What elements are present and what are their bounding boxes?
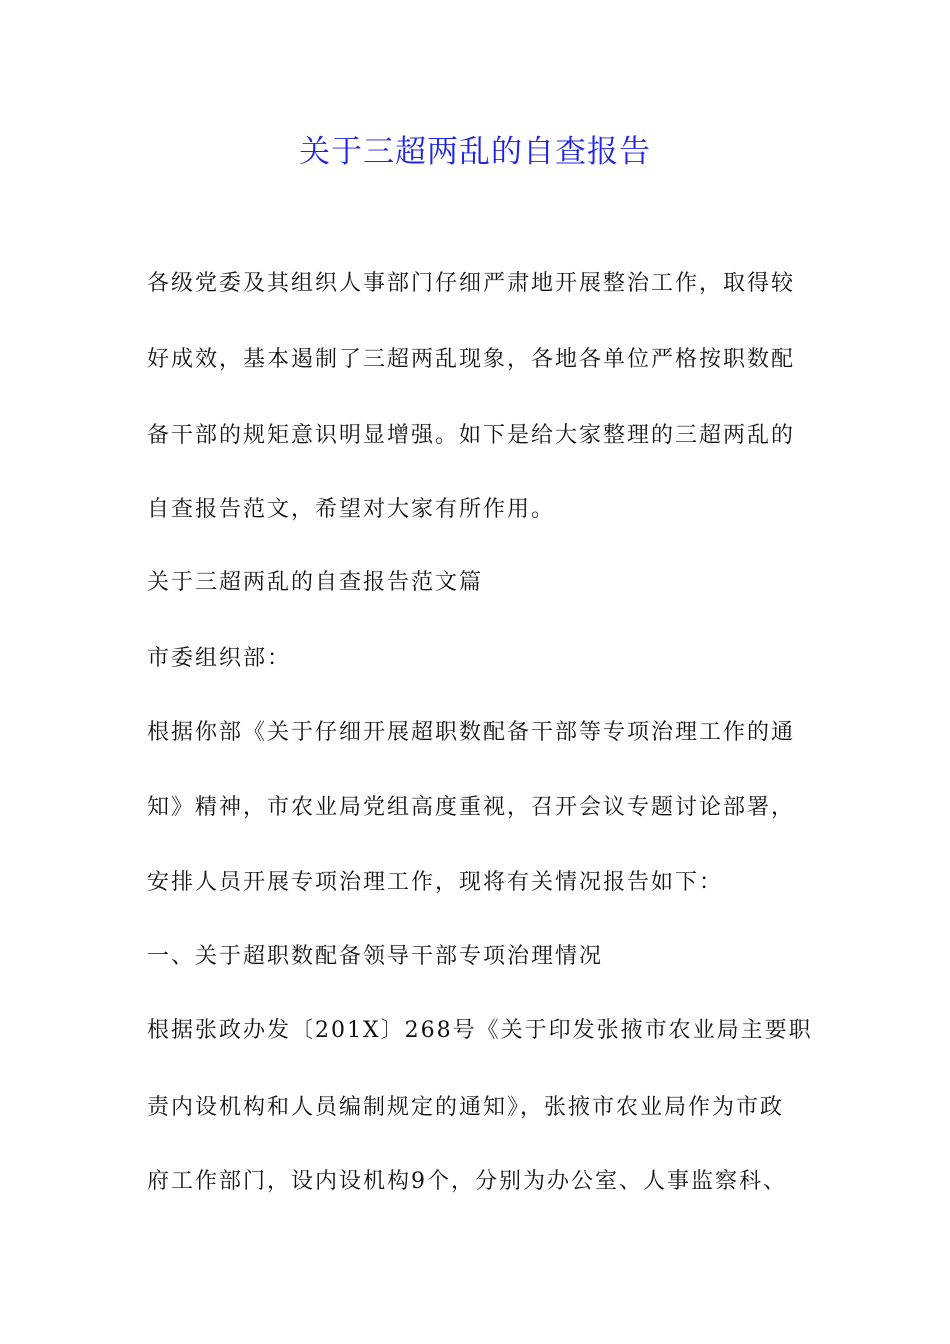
paragraph-line: 各级党委及其组织人事部门仔细严肃地开展整治工作，取得较 — [147, 271, 796, 296]
paragraph-line: 根据张政办发〔201X〕268号《关于印发张掖市农业局主要职 — [147, 1018, 813, 1043]
paragraph-line: 自查报告范文，希望对大家有所作用。 — [147, 497, 556, 522]
paragraph-line: 知》精神，市农业局党组高度重视，召开会议专题讨论部署， — [147, 795, 796, 820]
paragraph-line: 责内设机构和人员编制规定的通知》，张掖市农业局作为市政 — [147, 1095, 785, 1120]
addressee-line: 市委组织部： — [147, 646, 292, 671]
paragraph-line: 府工作部门，设内设机构9个，分别为办公室、人事监察科、 — [147, 1169, 787, 1194]
document-title: 关于三超两乱的自查报告 — [299, 134, 651, 170]
section-heading: 关于三超两乱的自查报告范文篇 — [147, 570, 484, 595]
paragraph-line: 安排人员开展专项治理工作，现将有关情况报告如下： — [147, 870, 724, 895]
paragraph-line: 根据你部《关于仔细开展超职数配备干部等专项治理工作的通 — [147, 720, 796, 745]
section-heading: 一、关于超职数配备领导干部专项治理情况 — [147, 944, 604, 969]
paragraph-line: 备干部的规矩意识明显增强。如下是给大家整理的三超两乱的 — [147, 423, 796, 448]
paragraph-line: 好成效，基本遏制了三超两乱现象，各地各单位严格按职数配 — [147, 347, 796, 372]
